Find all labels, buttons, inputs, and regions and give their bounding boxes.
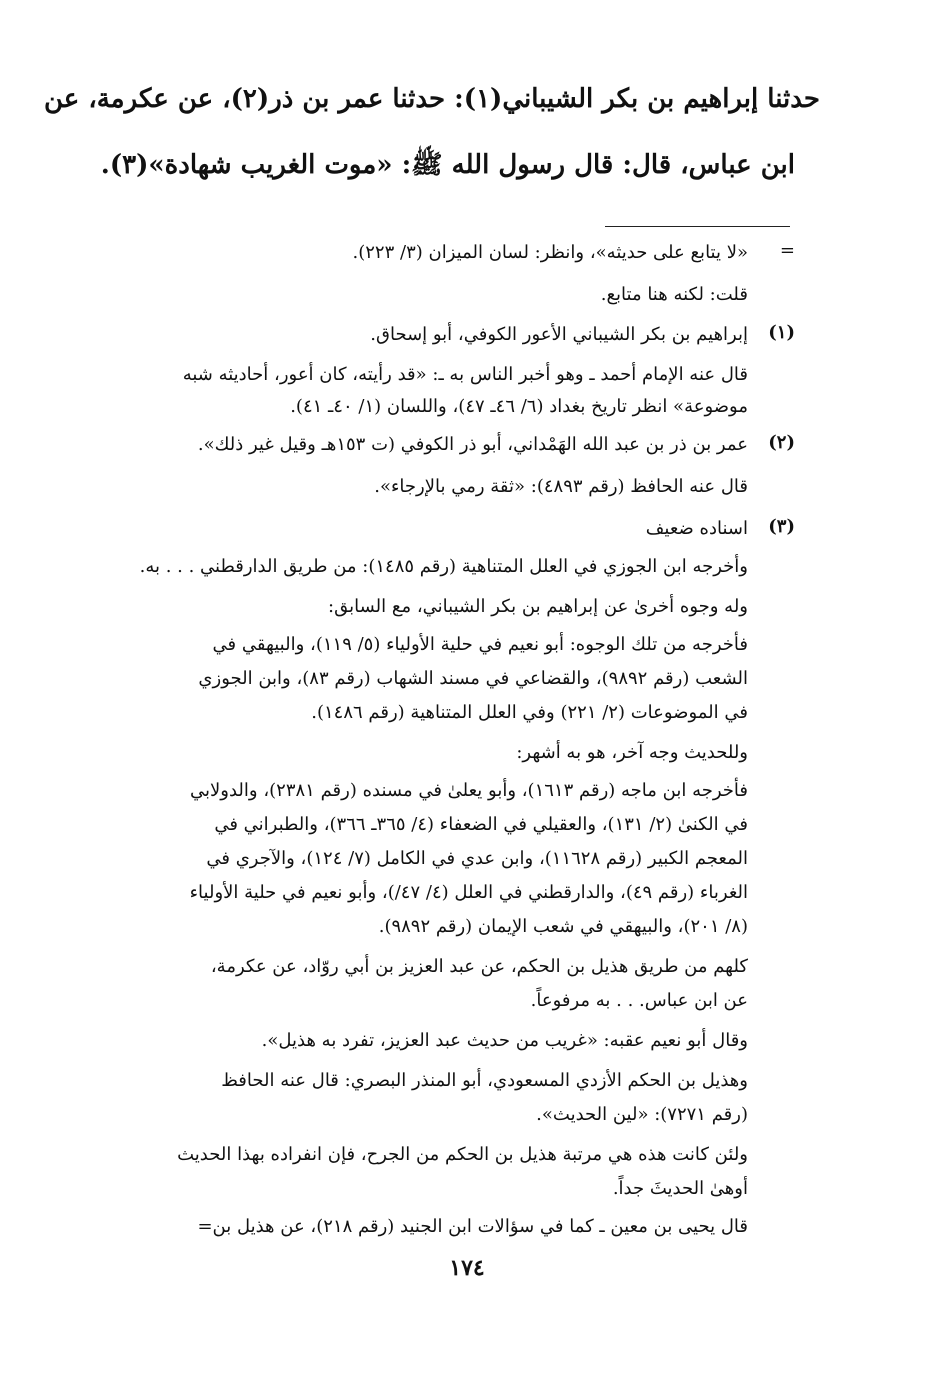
footnote-2-line-2: قال عنه الحافظ (رقم ٤٨٩٣): «ثقة رمي بالإرجاء». <box>374 476 748 497</box>
footnote-3-para-3-line-1: فأخرجه من تلك الوجوه: أبو نعيم في حلية الأولياء (٥/ ١١٩)، والبيهقي في <box>212 634 748 655</box>
footnote-2-line-1: عمر بن ذر بن عبد الله الهَمْداني، أبو ذر الكوفي (ت ١٥٣هـ وقيل غير ذلك». <box>197 434 748 455</box>
footnote-continuation-line-1: «لا يتابع على حديثه»، وانظر: لسان الميزان (٣/ ٢٢٣). <box>352 242 748 263</box>
continuation-mark: = <box>779 240 795 261</box>
footnote-3-para-6-line-1: كلهم من طريق هذيل بن الحكم، عن عبد العزيز بن أبي روّاد، عن عكرمة، <box>210 956 748 977</box>
footnote-3-para-10: قال يحيى بن معين ـ كما في سؤالات ابن الجنيد (رقم ٢١٨)، عن هذيل بن= <box>197 1216 748 1237</box>
footnote-3-para-8-line-1: وهذيل بن الحكم الأزدي المسعودي، أبو المنذر البصري: قال عنه الحافظ <box>221 1070 748 1091</box>
footnote-3-para-9-line-1: ولئن كانت هذه هي مرتبة هذيل بن الحكم من الجرح، فإن انفراده بهذا الحديث <box>177 1144 748 1165</box>
footnote-3-line-1: اسناده ضعيف <box>645 518 748 539</box>
footnote-3-para-1: وأخرجه ابن الجوزي في العلل المتناهية (رقم ١٤٨٥): من طريق الدارقطني . . . به. <box>139 556 748 577</box>
footnote-3-para-5-line-5: (٨/ ٢٠١)، والبيهقي في شعب الإيمان (رقم ٩٨٩٢). <box>378 916 748 937</box>
footnote-3-para-8-line-2: (رقم ٧٢٧١): «لين الحديث». <box>536 1104 748 1125</box>
footnote-2-marker: (٢) <box>768 432 795 453</box>
footnote-3-para-7: وقال أبو نعيم عقبه: «غريب من حديث عبد العزيز، تفرد به هذيل». <box>261 1030 748 1051</box>
footnote-3-para-3-line-2: الشعب (رقم ٩٨٩٢)، والقضاعي في مسند الشهاب (رقم ٨٣)، وابن الجوزي <box>198 668 748 689</box>
footnote-3-para-4: وللحديث وجه آخر، هو به أشهر: <box>516 742 748 763</box>
footnote-3-para-5-line-4: الغرباء (رقم ٤٩)، والدارقطني في العلل (٤/ ٤٧/)، وأبو نعيم في حلية الأولياء <box>189 882 748 903</box>
footnote-continuation-line-2: قلت: لكنه هنا متابع. <box>600 284 748 305</box>
footnote-3-para-2: وله وجوه أخرىٰ عن إبراهيم بن بكر الشيباني، مع السابق: <box>328 596 748 617</box>
main-text-line-2: ابن عباس، قال: قال رسول الله ﷺ: «موت الغريب شهادة»(٣). <box>100 150 795 180</box>
footnote-3-para-9-line-2: أوهىٰ الحديثَ جداً. <box>612 1178 748 1199</box>
page-number: ١٧٤ <box>449 1255 485 1281</box>
footnote-3-marker: (٣) <box>768 516 795 537</box>
footnote-1-marker: (١) <box>768 322 795 343</box>
footnote-1-line-3: موضوعة» انظر تاريخ بغداد (٦/ ٤٦ـ ٤٧)، واللسان (١/ ٤٠ـ ٤١). <box>290 396 748 417</box>
footnote-3-para-6-line-2: عن ابن عباس. . . به مرفوعاً. <box>530 990 748 1011</box>
footnote-1-line-1: إبراهيم بن بكر الشيباني الأعور الكوفي، أبو إسحاق. <box>370 324 748 345</box>
footnote-3-para-5-line-1: فأخرجه ابن ماجه (رقم ١٦١٣)، وأبو يعلىٰ في مسنده (رقم ٢٣٨١)، والدولابي <box>190 780 748 801</box>
footnote-3-para-5-line-2: في الكنىٰ (٢/ ١٣١)، والعقيلي في الضعفاء (٤/ ٣٦٥ـ ٣٦٦)، والطبراني في <box>214 814 748 835</box>
footnote-1-line-2: قال عنه الإمام أحمد ـ وهو أخبر الناس به ـ: «قد رأيته، كان أعور، أحاديثه شبه <box>182 364 748 385</box>
main-text-line-1: حدثنا إبراهيم بن بكر الشيباني(١): حدثنا عمر بن ذر(٢)، عن عكرمة، عن <box>43 84 820 114</box>
footnote-3-para-3-line-3: في الموضوعات (٢/ ٢٢١) وفي العلل المتناهية (رقم ١٤٨٦). <box>311 702 748 723</box>
footnote-separator <box>605 226 790 227</box>
footnote-3-para-5-line-3: المعجم الكبير (رقم ١١٦٢٨)، وابن عدي في الكامل (٧/ ١٢٤)، والآجري في <box>206 848 748 869</box>
